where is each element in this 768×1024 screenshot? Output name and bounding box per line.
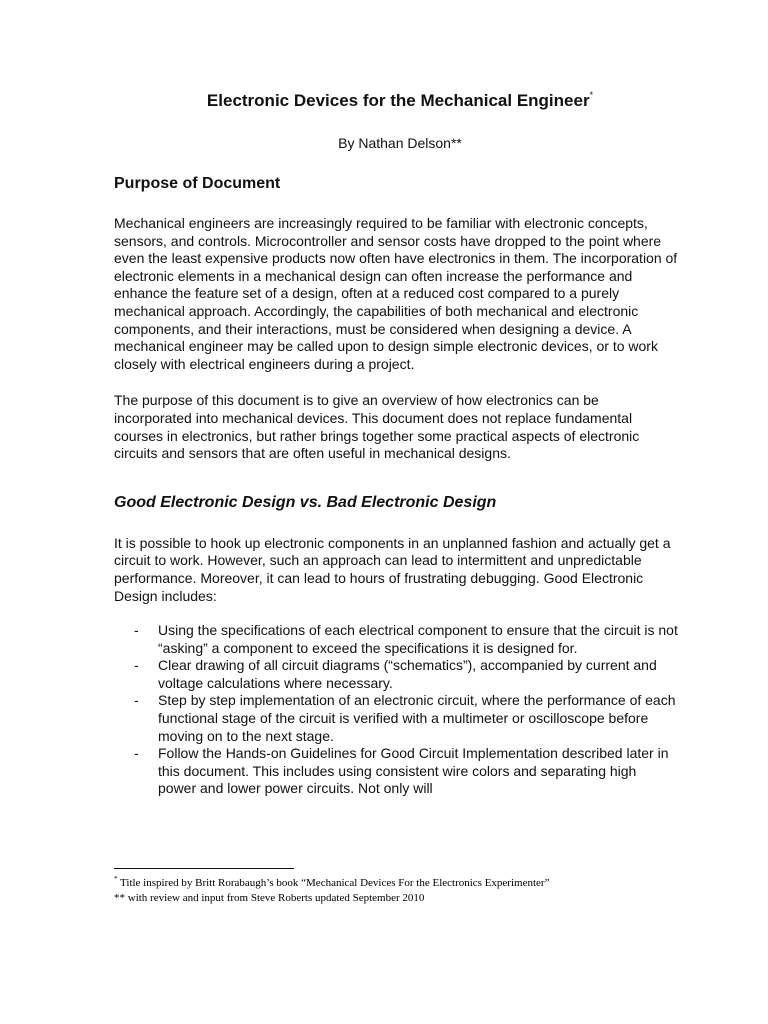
paragraph-purpose-1: Mechanical engineers are increasingly required to be familiar with electronic concepts, sensors, and controls. Microcontroller and sensor costs have dropped to the point where even the least expensive products now often have electronics in them. The incorporation of electronic elements in a mechanical design can often increase the performance and enhance the feature set of a design, often at a reduced cost compared to a purely mechanical approach. Accordingly, the capabilities of both mechanical and electronic components, and their interactions, must be considered when designing a device. A mechanical engineer may be called upon to design simple electronic devices, or to work closely with electrical engineers during a project. — [114, 215, 678, 372]
footnote-2: ** with review and input from Steve Roberts updated September 2010 — [114, 892, 425, 904]
paragraph-good-design: It is possible to hook up electronic components in an unplanned fashion and actually get a circuit to work. However, such an approach can lead to intermittent and unpredictable performance. Moreover, it can lead to hours of frustrating debugging. Good Electronic Design includes: — [114, 534, 671, 604]
list-item — [114, 622, 678, 657]
list-item — [114, 745, 678, 798]
footnote-1-text: Title inspired by Britt Rorabaugh’s book “Mechanical Devices For the Electronics Experimenter” — [117, 877, 550, 889]
dash-bullet: - — [134, 692, 139, 709]
author-line: By Nathan Delson** — [338, 135, 462, 151]
design-practices-list — [114, 622, 678, 798]
footnote-1 — [114, 872, 549, 891]
title-footnote-mark: * — [589, 90, 594, 100]
list-item-text: Step by step implementation of an electronic circuit, where the performance of each functional stage of the circuit is verified with a multimeter or oscilloscope before moving on to the next stage. — [158, 692, 676, 744]
footnote-divider — [114, 868, 294, 869]
section-heading-purpose: Purpose of Document — [114, 175, 281, 192]
section-heading-good-design: Good Electronic Design vs. Bad Electronic Design — [114, 493, 497, 511]
document-title-text: Electronic Devices for the Mechanical Engineer — [206, 91, 590, 110]
list-item — [114, 657, 678, 692]
list-item-text: Clear drawing of all circuit diagrams (“schematics”), accompanied by current and voltage calculations where necessary. — [158, 657, 657, 691]
footnotes — [114, 872, 549, 906]
dash-bullet: - — [134, 657, 139, 674]
list-item-text: Using the specifications of each electrical component to ensure that the circuit is not “asking” a component to exceed the specifications it is designed for. — [158, 622, 678, 656]
list-item-text: Follow the Hands-on Guidelines for Good Circuit Implementation described later in this document. This includes using consistent wire colors and separating high power and lower power circuits. Not only will — [158, 745, 669, 797]
dash-bullet: - — [134, 622, 139, 639]
dash-bullet: - — [134, 745, 139, 762]
document-title — [114, 84, 678, 112]
footnote-1-mark: * — [114, 875, 118, 883]
paragraph-purpose-2: The purpose of this document is to give an overview of how electronics can be incorporated into mechanical devices. This document does not replace fundamental courses in electronics, but rather brings together some practical aspects of electronic circuits and sensors that are often useful in mechanical designs. — [114, 392, 640, 462]
list-item — [114, 692, 678, 745]
